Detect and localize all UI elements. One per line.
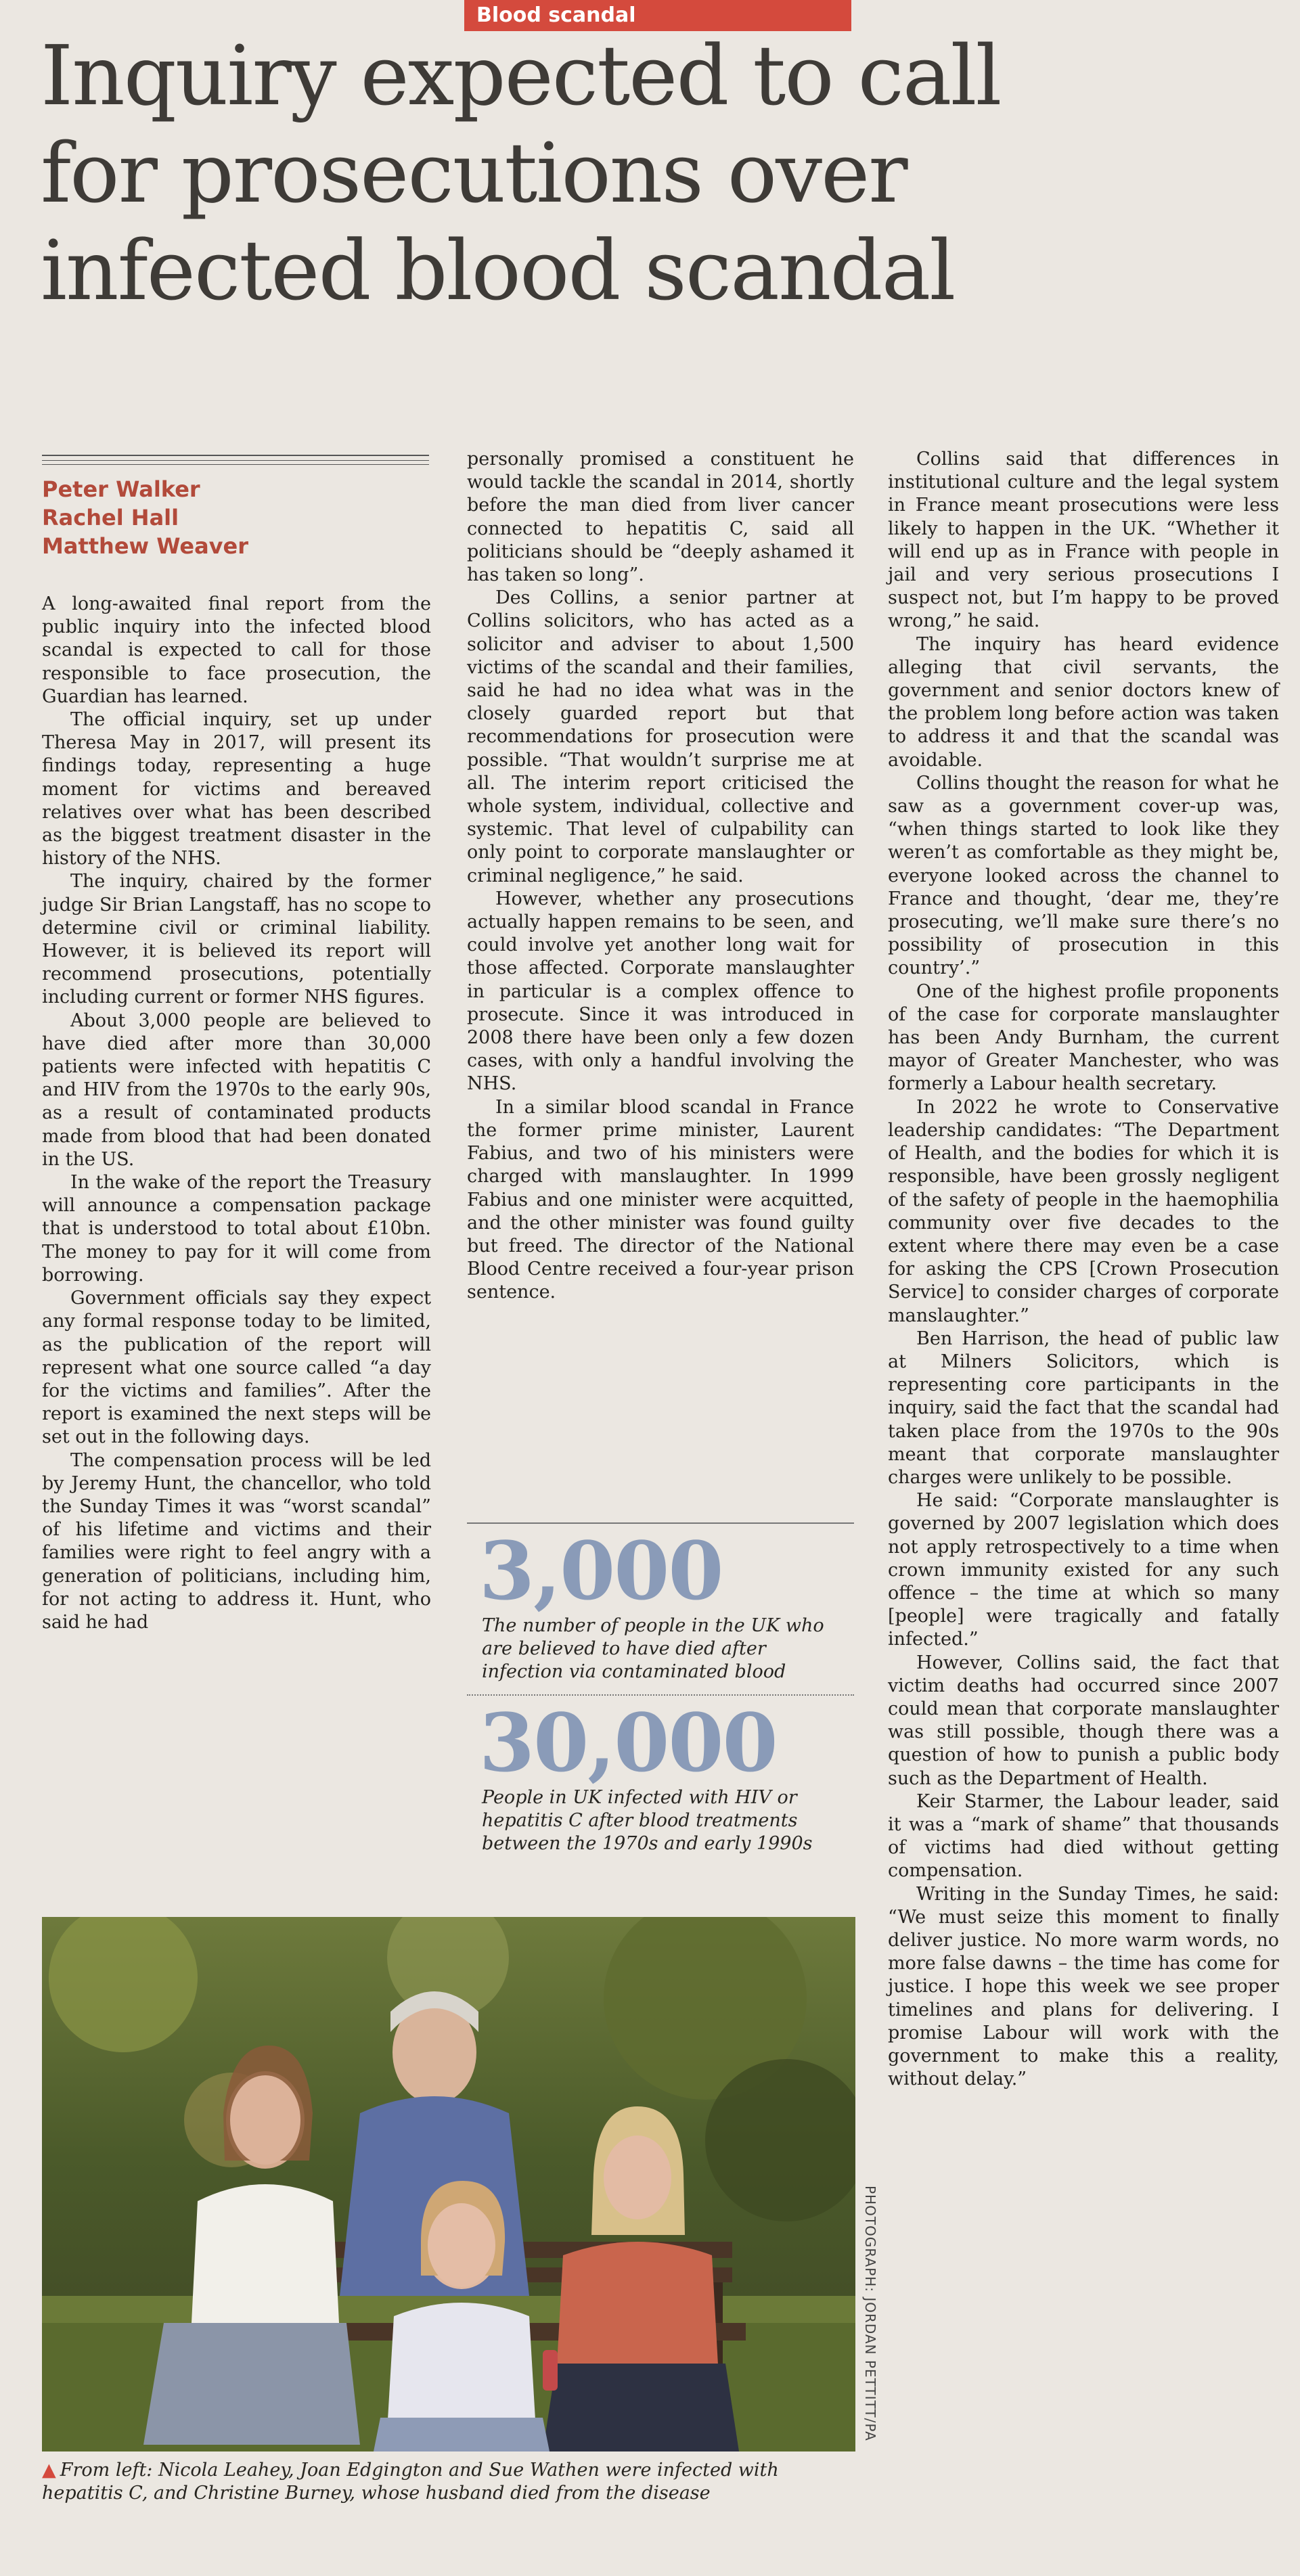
paragraph: personally promised a constituent he would tackle the scandal in 2014, shortly before the man died from liver cancer connected to hepatitis C, said all politicians should be “deeply ashamed it has taken so long”. xyxy=(467,449,854,586)
paragraph: However, whether any prosecutions actually happen remains to be seen, and could involve yet another long wait for those affected. Corporate manslaughter in particular is a complex offence to prosecute. Since it was introduced in 2008 there have been only a few dozen cases, with only a handful involving the NHS. xyxy=(467,888,854,1095)
paragraph: In the wake of the report the Treasury will announce a compensation package that is understood to total about £10bn. The money to pay for it will come from borrowing. xyxy=(42,1172,431,1286)
paragraph: The inquiry, chaired by the former judge Sir Brian Langstaff, has no scope to determine civil or criminal liability. However, it is believed its report will recommend prosecutions, potentially including current or former NHS figures. xyxy=(42,871,431,1008)
stat-description: The number of people in the UK who are believed to have died after infection via contaminated blood xyxy=(482,1615,824,1682)
byline-rule xyxy=(42,464,429,465)
stat-number: 30,000 xyxy=(479,1696,777,1790)
author-name: Peter Walker xyxy=(42,476,200,502)
paragraph: About 3,000 people are believed to have died after more than 30,000 patients were infected with hepatitis C and HIV from the 1970s to the early 90s, as a result of contaminated products made from blood that had been donated in the US. xyxy=(42,1010,431,1170)
paragraph: Government officials say they expect any formal response today to be limited, as the publication of the report will represent what one source called “a day for the victims and families”. After the report is examined the next steps will be set out in the following days. xyxy=(42,1288,431,1448)
photo-credit: PHOTOGRAPH: JORDAN PETTITT/PA xyxy=(862,2186,878,2441)
paragraph: Des Collins, a senior partner at Collins solicitors, who has acted as a solicitor and adviser to about 1,500 victims of the scandal and their families, said he had no idea what was in the closely guarded report but that recommendations for prosecution were possible. “That wouldn’t surprise me at all. The interim report criticised the whole system, individual, collective and systemic. That level of culpability can only point to corporate manslaughter or criminal negligence,” he said. xyxy=(467,587,854,886)
article-column-1 xyxy=(42,593,431,1634)
paragraph: One of the highest profile proponents of the case for corporate manslaughter has been Andy Burnham, the current mayor of Greater Manchester, who was formerly a Labour health secretary. xyxy=(888,980,1279,1095)
headline-line: for prosecutions over xyxy=(41,125,907,221)
caption-triangle-icon: ▲ xyxy=(42,2460,56,2481)
paragraph: In a similar blood scandal in France the former prime minister, Laurent Fabius, and two of his ministers were charged with manslaughter. In 1999 Fabius and one minister were acquitted, and the other minister was found guilty but freed. The director of the National Blood Centre received a four-year prison sentence. xyxy=(467,1096,854,1303)
paragraph: The inquiry has heard evidence alleging that civil servants, the government and senior doctors knew of the problem long before action was taken to address it and that the scandal was avoidable. xyxy=(888,633,1279,771)
paragraph: However, Collins said, the fact that victim deaths had occurred since 2007 could mean that corporate manslaughter was still possible, though there was a question of how to punish a public body such as the Department of Health. xyxy=(888,1652,1279,1789)
paragraph: In 2022 he wrote to Conservative leadership candidates: “The Department of Health, and the bodies for which it is responsible, have been grossly negligent of the safety of people in the haemophilia community over five decades to the extent where there may even be a case for asking the CPS [Crown Prosecution Service] to consider charges of corporate manslaughter.” xyxy=(888,1096,1279,1326)
byline xyxy=(42,475,428,560)
article-column-3 xyxy=(888,448,1279,2091)
article-column-2 xyxy=(467,448,854,1305)
byline-rule xyxy=(42,455,429,456)
stat-panel xyxy=(467,1522,854,1866)
paragraph: Keir Starmer, the Labour leader, said it was a “mark of shame” that thousands of victims had died without getting compensation. xyxy=(888,1790,1279,1882)
paragraph: Writing in the Sunday Times, he said: “We must seize this moment to finally deliver justice. No more warm words, no more false dawns – the time has come for justice. I hope this week we see proper timelines and plans for delivering. I promise Labour will work with the government to make this a reality, without delay.” xyxy=(888,1883,1279,2090)
section-kicker: Blood scandal xyxy=(464,0,851,31)
headline-line: Inquiry expected to call xyxy=(41,28,1001,124)
paragraph: The official inquiry, set up under Theresa May in 2017, will present its findings today, representing a huge moment for victims and bereaved relatives over what has been described as the biggest treatment disaster in the history of the NHS. xyxy=(42,709,431,869)
stat-description: People in UK infected with HIV or hepatitis C after blood treatments between the 1970s and early 1990s xyxy=(482,1787,813,1854)
photo-caption xyxy=(42,2459,861,2505)
headline-line: infected blood scandal xyxy=(41,223,955,319)
author-name: Matthew Weaver xyxy=(42,533,249,559)
paragraph: Collins thought the reason for what he saw as a government cover-up was, “when things started to look like they weren’t as comfortable as they might be, everyone looked across the channel to France and thought, ‘dear me, they’re prosecuting, we’ll make sure there’s no possibility of prosecution in this country’.” xyxy=(888,772,1279,979)
paragraph: Ben Harrison, the head of public law at Milners Solicitors, which is representing core participants in the inquiry, said the fact that the scandal had taken place from the 1970s to the 90s meant that corporate manslaughter charges were unlikely to be possible. xyxy=(888,1328,1279,1488)
byline-rule xyxy=(42,460,429,461)
stat-number: 3,000 xyxy=(479,1524,723,1618)
paragraph: Collins said that differences in institutional culture and the legal system in France meant prosecutions were less likely to happen in the UK. “Whether it will end up as in France with people in jail and very serious prosecutions I suspect not, but I’m happy to be proved wrong,” he said. xyxy=(888,449,1279,632)
author-name: Rachel Hall xyxy=(42,505,179,530)
article-photo xyxy=(42,1917,855,2451)
paragraph: He said: “Corporate manslaughter is governed by 2007 legislation which does not apply retrospectively to a time when crown immunity existed for any such offence – the time at which so many [people] were tragically and fatally infected.” xyxy=(888,1490,1279,1650)
paragraph: The compensation process will be led by Jeremy Hunt, the chancellor, who told the Sunday Times it was “worst scandal” of his lifetime and victims and their families were right to feel angry with a generation of politicians, including him, for not acting to address it. Hunt, who said he had xyxy=(42,1449,431,1633)
park-bench-portrait xyxy=(42,1917,855,2451)
paragraph: A long-awaited final report from the public inquiry into the infected blood scandal is expected to call for those responsible to face prosecution, the Guardian has learned. xyxy=(42,593,431,707)
headline xyxy=(41,27,1259,319)
caption-text: From left: Nicola Leahey, Joan Edgington and Sue Wathen were infected with hepatitis C, and Christine Burney, whose husband died from the disease xyxy=(42,2460,779,2504)
